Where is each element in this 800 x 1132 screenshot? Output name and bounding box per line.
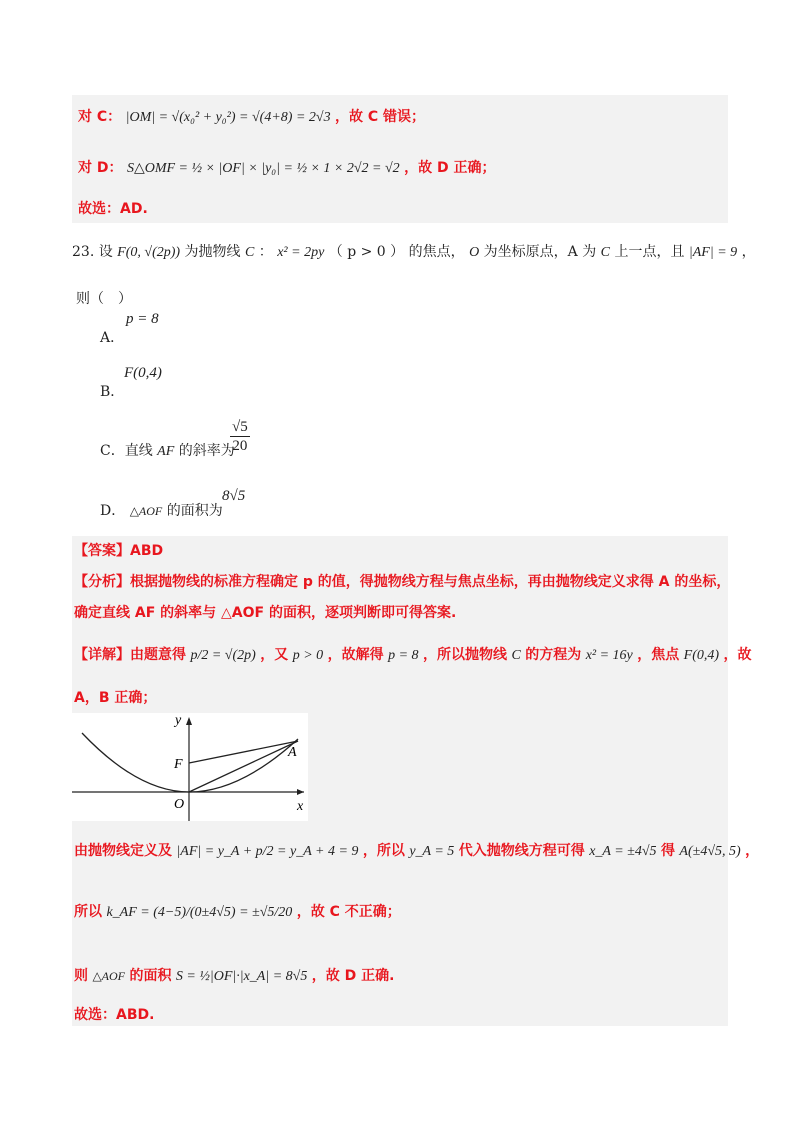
parabola-figure	[72, 713, 308, 821]
detail-5a: 则	[74, 968, 88, 984]
curve-name: C	[244, 245, 255, 260]
question-condition: （ p > 0 ）	[328, 244, 405, 260]
question-text-a: 设	[98, 244, 113, 260]
curve-name-2: C	[600, 245, 610, 260]
detail-5c: 的面积	[129, 968, 172, 984]
prev-d-tail: ，故 D 正确；	[404, 160, 496, 176]
prev-d-label: 对 D：	[78, 160, 123, 176]
x-axis-arrow	[297, 789, 304, 795]
detail-1d: p > 0	[292, 648, 324, 663]
y-axis-label: y	[175, 713, 182, 728]
detail-3c: ，所以	[362, 843, 405, 859]
detail-4b: k_AF = (4−5)/(0±4√5) = ±√5/20	[106, 905, 293, 920]
option-b-math: F(0,4)	[124, 365, 162, 381]
prev-c-tail: ，故 C 错误；	[335, 109, 426, 125]
option-c-math: AF	[157, 444, 175, 459]
detail-line-4	[74, 902, 401, 923]
detail-line-1	[74, 645, 752, 666]
detail-1m: ，故	[723, 647, 752, 663]
option-b	[100, 381, 124, 401]
option-c	[100, 440, 235, 460]
segment-fa	[189, 741, 298, 763]
detail-1g: ，所以抛物线	[422, 647, 507, 663]
detail-5b: △AOF	[92, 969, 126, 983]
detail-1l: F(0,4)	[683, 648, 720, 663]
detail-3d: y_A = 5	[409, 844, 455, 859]
option-a-math: p = 8	[126, 311, 159, 327]
detail-1b: p/2 = √(2p)	[190, 648, 256, 663]
detail-1c: ，又	[260, 647, 289, 663]
detail-3i: ，	[745, 843, 760, 859]
parabola-figure-svg	[72, 713, 308, 821]
parabola-equation: x² = 2py	[277, 245, 325, 260]
prev-choice: 故选：AD.	[78, 201, 148, 217]
detail-3a: 由抛物线定义及	[74, 843, 172, 859]
option-d-value: 8√5	[222, 488, 246, 504]
detail-4c: ，故 C 不正确；	[296, 904, 401, 920]
detail-line-5	[74, 966, 394, 987]
option-a	[100, 327, 124, 347]
x-axis-label: x	[297, 799, 304, 814]
question-text-c: ：	[258, 244, 273, 260]
question-text-d: 的焦点，	[408, 244, 465, 260]
segment-oa	[189, 741, 298, 792]
detail-5d: S = ½|OF|·|x_A| = 8√5	[175, 969, 308, 984]
detail-3f: x_A = ±4√5	[589, 844, 657, 859]
detail-1e: ，故解得	[327, 647, 384, 663]
focus-point-label: F	[174, 757, 183, 772]
prev-d-formula: S△OMF = ½ × |OF| × |y₀| = ½ × 1 × 2√2 = √2	[126, 161, 400, 176]
final-choice: 故选：ABD.	[74, 1007, 155, 1023]
option-d-letter: D．	[100, 503, 126, 519]
question-number: 23.	[72, 244, 95, 260]
prev-option-c-line	[78, 107, 425, 128]
origin-label: O	[469, 245, 480, 260]
prev-option-d-line	[78, 158, 496, 179]
detail-1j: x² = 16y	[585, 648, 633, 663]
detail-5e: ，故 D 正确.	[311, 968, 395, 984]
option-d	[100, 500, 223, 520]
detail-3g: 得	[660, 843, 675, 859]
answer-label: 【答案】ABD	[74, 543, 164, 559]
analysis-line-1: 【分析】根据抛物线的标准方程确定 p 的值，得抛物线方程与焦点坐标，再由抛物线定义求得 A 的坐标，	[74, 574, 731, 590]
question-text-f: 上一点，且	[614, 244, 685, 260]
detail-1k: ，焦点	[637, 647, 680, 663]
option-c-text: 的斜率为	[178, 443, 235, 459]
option-c-denominator: 20	[232, 438, 248, 454]
focus-expr: F(0, √(2p))	[117, 245, 181, 260]
prev-c-label: 对 C：	[78, 109, 122, 125]
detail-line-3	[74, 841, 759, 862]
prev-c-formula: |OM| = √(x₀² + y₀²) = √(4+8) = 2√3	[125, 110, 331, 125]
question-stem	[72, 242, 756, 263]
question-ask: 则（ ）	[76, 291, 132, 307]
origin-point-label: O	[174, 797, 185, 812]
question-text-b: 为抛物线	[184, 244, 241, 260]
detail-3h: A(±4√5, 5)	[679, 844, 741, 859]
option-b-letter: B．	[100, 384, 125, 400]
detail-1f: p = 8	[388, 648, 419, 663]
detail-line-2: A，B 正确；	[74, 690, 157, 706]
question-text-e: 为坐标原点，A 为	[483, 244, 597, 260]
y-axis-arrow	[186, 717, 192, 725]
option-a-letter: A．	[100, 330, 125, 346]
detail-3b: |AF| = y_A + p/2 = y_A + 4 = 9	[176, 844, 359, 859]
option-d-text: 的面积为	[166, 503, 223, 519]
detail-1i: 的方程为	[525, 647, 582, 663]
detail-4a: 所以	[74, 904, 102, 920]
detail-1h: C	[511, 648, 521, 663]
option-d-math: △AOF	[129, 504, 163, 518]
option-c-letter: C．直线	[100, 443, 153, 459]
af-length: |AF| = 9	[688, 245, 738, 260]
option-c-fraction	[230, 418, 250, 455]
option-c-numerator: √5	[232, 419, 248, 435]
question-text-g: ，	[741, 244, 756, 260]
detail-1a: 【详解】由题意得	[74, 647, 186, 663]
detail-3e: 代入抛物线方程可得	[458, 843, 585, 859]
point-a-label: A	[288, 745, 297, 760]
analysis-line-2: 确定直线 AF 的斜率与 △AOF 的面积，逐项判断即可得答案.	[74, 605, 457, 621]
